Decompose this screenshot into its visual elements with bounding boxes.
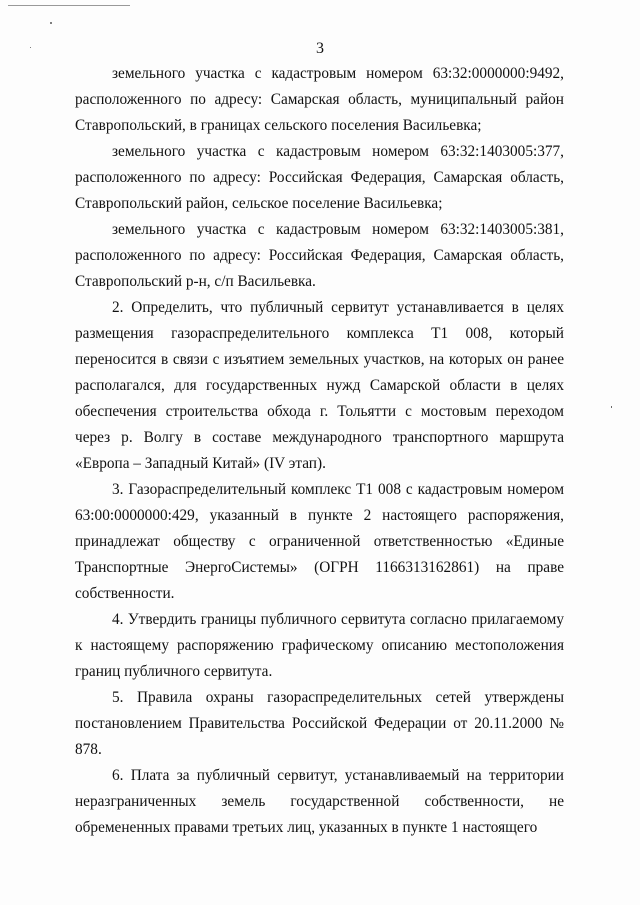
paragraph: 5. Правила охраны газораспределительных сетей утверждены постановлением Правительства Российской Федерации от 20.11.2000 № 878. xyxy=(75,689,564,758)
document-body xyxy=(75,61,564,841)
paragraph: земельного участка с кадастровым номером 63:32:0000000:9492, расположенного по адресу: Самарская область, муниципальный район Ставропольский, в границах сельского поселения Васильевка; xyxy=(75,65,564,134)
scan-speck xyxy=(50,22,52,24)
page-number: 3 xyxy=(316,40,324,57)
scan-edge xyxy=(8,0,130,6)
paragraph: 6. Плата за публичный сервитут, устанавливаемый на территории неразграниченных земель государственной собственности, не обремененных правами третьих лиц, указанных в пункте 1 настоящего xyxy=(75,767,564,836)
paragraph: земельного участка с кадастровым номером 63:32:1403005:377, расположенного по адресу: Российская Федерация, Самарская область, Ставропольский район, сельское поселение Васильевка; xyxy=(75,143,564,212)
paragraph: 3. Газораспределительный комплекс Т1 008 с кадастровым номером 63:00:0000000:429, указанный в пункте 2 настоящего распоряжения, принадлежат обществу с ограниченной ответственностью «Единые Транспортные ЭнергоСистемы» (ОГРН 1166313162861) на праве собственности. xyxy=(75,481,564,602)
scan-speck xyxy=(611,406,612,408)
paragraph: земельного участка с кадастровым номером 63:32:1403005:381, расположенного по адресу: Российская Федерация, Самарская область, Ставропольский р-н, с/п Васильевка. xyxy=(75,221,564,290)
paragraph: 2. Определить, что публичный сервитут устанавливается в целях размещения газораспределительного комплекса Т1 008, который переносится в связи с изъятием земельных участков, на которых он ранее располагался, для государственных нужд Самарской области в целях обеспечения строительства обхода г. Тольятти с мостовым переходом через р. Волгу в составе международного транспортного маршрута «Европа – Западный Китай» (IV этап). xyxy=(75,299,564,472)
paragraph: 4. Утвердить границы публичного сервитута согласно прилагаемому к настоящему распоряжению графическому описанию местоположения границ публичного сервитута. xyxy=(75,611,564,680)
